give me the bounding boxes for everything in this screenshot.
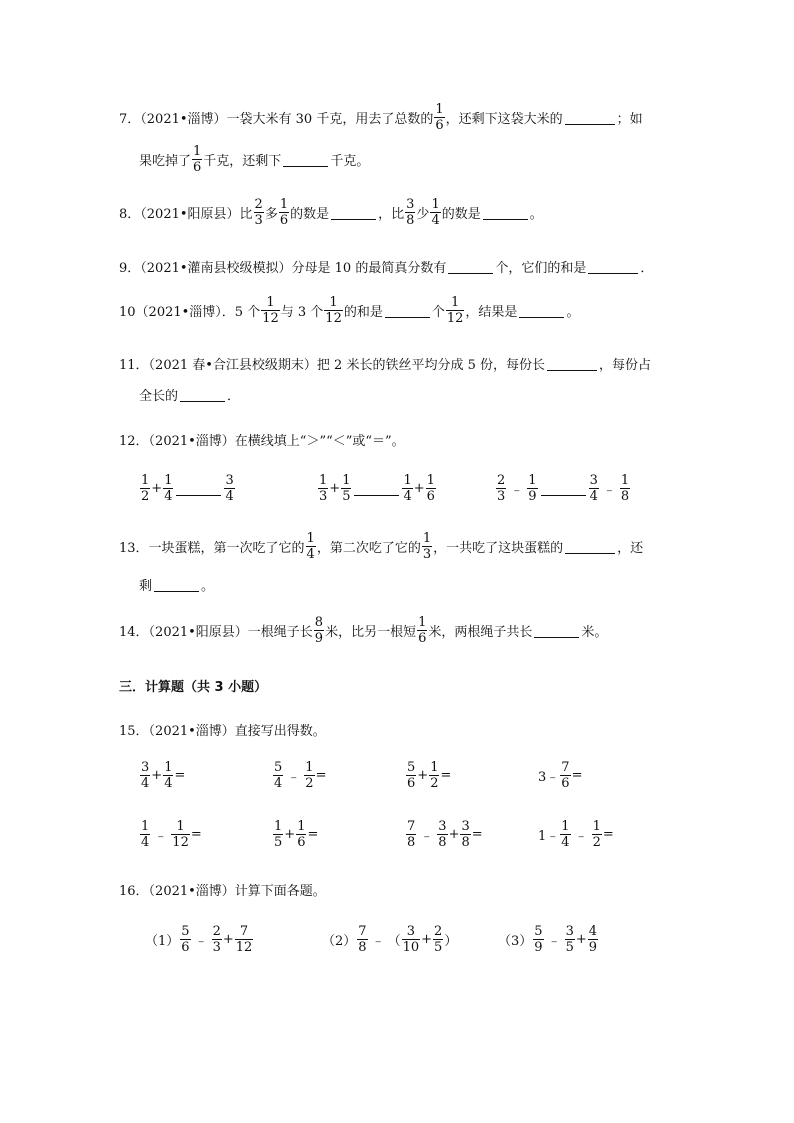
fraction: $\frac{1}{8}$	[620, 473, 630, 504]
fraction: $\frac{1}{5}$	[342, 473, 351, 504]
answer-blank[interactable]	[534, 623, 579, 638]
q14-text: 米。	[581, 625, 608, 640]
fraction: $\frac{1}{2}$	[430, 760, 439, 791]
question-11-line1	[119, 354, 651, 373]
q15-expr	[405, 761, 451, 790]
fraction: $\frac{5}{6}$	[181, 924, 190, 955]
q8-text: 的数是	[441, 207, 481, 222]
equals: =	[190, 827, 202, 842]
question-7-line2	[139, 145, 369, 174]
fraction: $\frac{3}{8}$	[406, 197, 415, 228]
q7-text: 7．（2021•淄博）一袋大米有 30 千克，用去了总数的	[119, 112, 434, 127]
q11-text: ，每份占	[599, 358, 652, 373]
fraction: $\frac{5}{6}$	[407, 760, 416, 791]
fraction: $\frac{8}{9}$	[314, 615, 324, 646]
operator: ﹣	[194, 934, 208, 949]
q15-expr	[272, 761, 326, 790]
q7-text: 果吃掉了	[139, 154, 192, 169]
fraction: $\frac{1}{4}$	[164, 473, 173, 504]
fraction: $\frac{1}{12}$	[172, 819, 189, 850]
fraction: $\frac{1}{6}$	[193, 144, 202, 175]
q9-text: 9．（2021•灌南县校级模拟）分母是 10 的最简真分数有	[119, 261, 447, 276]
equals: =	[174, 768, 186, 783]
answer-blank[interactable]	[331, 205, 376, 220]
fraction: $\frac{1}{6}$	[297, 819, 306, 850]
q7-text: 千克，还剩下	[203, 154, 282, 169]
operator: ﹣	[287, 770, 301, 785]
fraction: $\frac{1}{4}$	[403, 473, 412, 504]
q9-text: 个，它们的和是	[495, 261, 587, 276]
fraction: $\frac{3}{4}$	[589, 473, 598, 504]
q11-text: ．	[227, 389, 241, 404]
operator: +	[575, 932, 587, 947]
q11-text: 11．（2021 春•合江县校级期末）把 2 米长的铁丝平均分成 5 份，每份长	[119, 358, 545, 373]
q13-text: ，一共吃了这块蛋糕的	[433, 541, 564, 556]
fraction: $\frac{7}{8}$	[358, 924, 367, 955]
operator: +	[413, 481, 425, 496]
operator: ﹣	[154, 829, 168, 844]
q16-expr-1	[145, 925, 254, 954]
q10-text: 的和是	[343, 305, 383, 320]
q10-text: 与 3 个	[280, 305, 324, 320]
fraction: $\frac{1}{12}$	[325, 295, 342, 326]
fraction: $\frac{1}{9}$	[528, 473, 537, 504]
fraction: $\frac{1}{6}$	[435, 102, 444, 133]
fraction: $\frac{1}{6}$	[279, 197, 289, 228]
question-9	[119, 257, 653, 276]
q10-text: 。	[566, 305, 580, 320]
q15-expr	[272, 820, 318, 849]
equals: =	[440, 768, 452, 783]
operator: ﹣	[510, 483, 524, 498]
item-label: （1）	[145, 934, 180, 949]
q12-item-a	[139, 474, 236, 503]
q15-expr	[538, 820, 614, 849]
fraction: $\frac{2}{5}$	[434, 924, 443, 955]
equals: =	[307, 827, 319, 842]
question-14	[119, 616, 607, 645]
fraction: $\frac{3}{8}$	[461, 819, 470, 850]
q8-text: 。	[529, 207, 543, 222]
fraction: $\frac{2}{3}$	[254, 197, 263, 228]
q8-text: 8．（2021•阳原县）比	[119, 207, 253, 222]
paren: （	[387, 934, 401, 949]
operator: +	[417, 768, 429, 783]
answer-blank[interactable]	[565, 539, 615, 554]
equals: =	[315, 768, 327, 783]
answer-blank[interactable]	[154, 577, 199, 592]
compare-blank[interactable]	[354, 481, 399, 496]
operator: ﹣	[420, 829, 434, 844]
q8-text: 多	[264, 207, 278, 222]
fraction: $\frac{1}{4}$	[306, 531, 315, 562]
fraction: $\frac{1}{4}$	[164, 760, 173, 791]
fraction: $\frac{1}{4}$	[141, 819, 150, 850]
operator: +	[151, 768, 163, 783]
q13-text: 剩	[139, 579, 153, 594]
question-12-title	[119, 430, 405, 449]
fraction: $\frac{2}{3}$	[497, 473, 506, 504]
fraction: $\frac{3}{5}$	[565, 924, 574, 955]
q14-text: 米，比另一根短	[325, 625, 417, 640]
operator: +	[421, 932, 433, 947]
q10-text: ，结果是	[465, 305, 518, 320]
paren: ）	[444, 934, 458, 949]
fraction: $\frac{1}{5}$	[274, 819, 283, 850]
fraction: $\frac{1}{4}$	[431, 197, 440, 228]
q15-expr	[405, 820, 483, 849]
item-label: （2）	[322, 934, 357, 949]
question-16-title	[119, 880, 326, 899]
q13-text: ，还	[617, 541, 644, 556]
q10-text: 10（2021•淄博）．5 个	[119, 305, 261, 320]
q14-text: 14．（2021•阳原县）一根绳子长	[119, 625, 313, 640]
q11-text: 全长的	[139, 389, 179, 404]
q15-expr	[139, 820, 202, 849]
operator: ﹣	[574, 829, 588, 844]
fraction: $\frac{7}{12}$	[235, 924, 253, 955]
item-label: （3）	[498, 934, 533, 949]
q15-expr	[139, 761, 185, 790]
answer-blank[interactable]	[483, 205, 528, 220]
q13-text: 。	[201, 579, 215, 594]
operator: ﹣	[602, 483, 616, 498]
q16-expr-2	[322, 925, 457, 954]
fraction: $\frac{1}{6}$	[418, 615, 427, 646]
answer-blank[interactable]	[588, 259, 638, 274]
operator: ﹣	[371, 934, 385, 949]
operator: +	[448, 827, 460, 842]
q14-text: 米，两根绳子共长	[428, 625, 533, 640]
q15-title: 15．（2021•淄博）直接写出得数。	[119, 724, 326, 739]
compare-blank[interactable]	[541, 481, 586, 496]
question-10	[119, 296, 579, 325]
fraction: $\frac{1}{2}$	[141, 473, 150, 504]
fraction: $\frac{3}{10}$	[402, 924, 420, 955]
fraction: $\frac{7}{6}$	[561, 760, 570, 791]
q13-text: ，第二次吃了它的	[316, 541, 421, 556]
operator: +	[329, 481, 341, 496]
answer-blank[interactable]	[283, 152, 328, 167]
question-7-line1	[119, 103, 643, 132]
fraction: $\frac{1}{3}$	[319, 473, 328, 504]
q7-text: ；如	[616, 112, 643, 127]
fraction: $\frac{4}{9}$	[588, 924, 598, 955]
fraction: $\frac{5}{4}$	[274, 760, 283, 791]
fraction: $\frac{3}{4}$	[225, 473, 234, 504]
fraction: $\frac{1}{3}$	[422, 531, 432, 562]
q12-item-c	[495, 474, 631, 503]
fraction: $\frac{3}{8}$	[438, 819, 447, 850]
question-13-line2	[139, 575, 214, 594]
fraction: $\frac{1}{2}$	[305, 760, 314, 791]
q16-title: 16．（2021•淄博）计算下面各题。	[119, 884, 326, 899]
prefix: 1﹣	[538, 829, 560, 844]
operator: +	[151, 481, 163, 496]
q8-text: 少	[416, 207, 430, 222]
fraction: $\frac{3}{4}$	[141, 760, 150, 791]
equals: =	[471, 827, 483, 842]
q9-text: ．	[640, 261, 654, 276]
fraction: $\frac{1}{6}$	[426, 473, 435, 504]
question-15-title	[119, 720, 326, 739]
fraction: $\frac{2}{3}$	[212, 924, 221, 955]
q15-expr	[538, 761, 582, 790]
q12-title: 12．（2021•淄博）在横线填上“＞”“＜”或“＝”。	[119, 434, 405, 449]
q7-text: ，还剩下这袋大米的	[445, 112, 563, 127]
q12-item-b	[317, 474, 437, 503]
q8-text: ，比	[378, 207, 405, 222]
operator: ﹣	[547, 934, 561, 949]
operator: +	[222, 932, 234, 947]
question-11-line2	[139, 385, 240, 404]
question-8	[119, 198, 543, 227]
answer-blank[interactable]	[565, 110, 615, 125]
answer-blank[interactable]	[385, 303, 430, 318]
fraction: $\frac{1}{4}$	[561, 819, 570, 850]
fraction: $\frac{1}{12}$	[262, 295, 279, 326]
fraction: $\frac{1}{12}$	[446, 295, 464, 326]
q7-text: 千克。	[330, 154, 370, 169]
question-13-line1	[119, 532, 643, 561]
answer-blank[interactable]	[180, 387, 225, 402]
answer-blank[interactable]	[547, 356, 597, 371]
fraction: $\frac{7}{8}$	[407, 819, 416, 850]
prefix: 3﹣	[538, 770, 560, 785]
section-heading	[119, 676, 267, 695]
equals: =	[602, 827, 614, 842]
equals: =	[571, 768, 583, 783]
fraction: $\frac{5}{9}$	[534, 924, 543, 955]
operator: +	[284, 827, 296, 842]
fraction: $\frac{1}{2}$	[592, 819, 601, 850]
answer-blank[interactable]	[519, 303, 564, 318]
answer-blank[interactable]	[448, 259, 493, 274]
q16-expr-3	[498, 925, 599, 954]
q10-text: 个	[431, 305, 445, 320]
compare-blank[interactable]	[176, 481, 221, 496]
q13-text: 13．一块蛋糕，第一次吃了它的	[119, 541, 305, 556]
section-title: 三．计算题（共 3 小题）	[119, 680, 268, 695]
q8-text: 的数是	[290, 207, 330, 222]
